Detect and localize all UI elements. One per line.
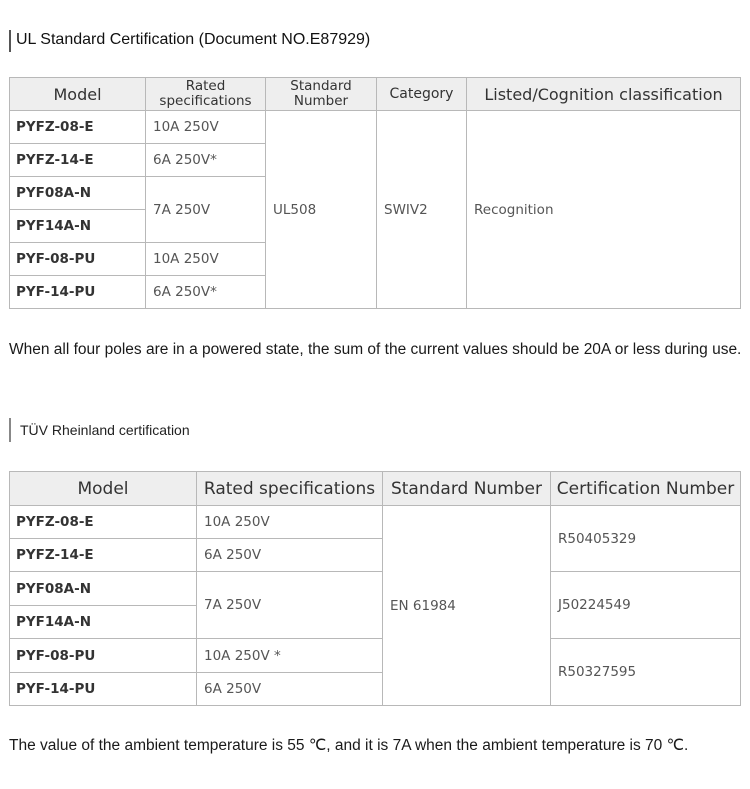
tuv-header-cert: Certification Number (551, 472, 741, 506)
tuv-cert-cell: R50327595 (551, 639, 741, 706)
ul-title-accent-bar (9, 30, 11, 52)
ul-certification-table (9, 77, 741, 309)
ul-section-title: UL Standard Certification (Document NO.E87929) (16, 31, 371, 48)
tuv-header-model: Model (10, 472, 197, 506)
tuv-rated-cell: 10A 250V (197, 506, 383, 539)
tuv-rated-cell: 10A 250V * (197, 639, 383, 673)
ul-model-cell: PYF14A-N (10, 210, 146, 243)
tuv-model-cell: PYF14A-N (10, 606, 197, 639)
ul-rated-cell: 6A 250V* (146, 276, 266, 309)
tuv-rated-cell: 6A 250V (197, 539, 383, 572)
ul-classification-cell: Recognition (467, 111, 741, 309)
ul-category-cell: SWIV2 (377, 111, 467, 309)
ul-header-standard (266, 78, 377, 111)
tuv-cert-cell: R50405329 (551, 506, 741, 572)
tuv-header-standard: Standard Number (383, 472, 551, 506)
ul-header-classification: Listed/Cognition classification (467, 78, 741, 111)
ul-header-category: Category (377, 78, 467, 111)
ul-header-standard-line2: Number (293, 93, 349, 109)
tuv-header-rated: Rated specifications (197, 472, 383, 506)
ul-rated-cell: 6A 250V* (146, 144, 266, 177)
tuv-certification-table (9, 471, 741, 706)
ul-rated-cell: 10A 250V (146, 243, 266, 276)
ul-header-rated-line1: Rated (185, 78, 226, 94)
tuv-model-cell: PYFZ-14-E (10, 539, 197, 572)
tuv-section-title: TÜV Rheinland certification (20, 422, 190, 438)
ul-rated-cell: 10A 250V (146, 111, 266, 144)
ul-model-cell: PYF-08-PU (10, 243, 146, 276)
ul-model-cell: PYF-14-PU (10, 276, 146, 309)
tuv-standard-cell: EN 61984 (383, 506, 551, 706)
tuv-cert-cell: J50224549 (551, 572, 741, 639)
ul-header-rated-line2: specifications (159, 93, 252, 109)
ul-header-rated (146, 78, 266, 111)
tuv-model-cell: PYF-08-PU (10, 639, 197, 673)
ul-model-cell: PYF08A-N (10, 177, 146, 210)
tuv-rated-cell: 6A 250V (197, 673, 383, 706)
tuv-model-cell: PYF08A-N (10, 572, 197, 606)
ul-header-standard-line1: Standard (290, 78, 352, 94)
ul-note: When all four poles are in a powered state, the sum of the current values should be 20A or less during use. (9, 341, 742, 358)
tuv-rated-cell: 7A 250V (197, 572, 383, 639)
tuv-note: The value of the ambient temperature is 55 ℃, and it is 7A when the ambient temperature is 70 ℃. (9, 737, 689, 754)
ul-header-model: Model (10, 78, 146, 111)
ul-standard-cell: UL508 (266, 111, 377, 309)
ul-model-cell: PYFZ-08-E (10, 111, 146, 144)
ul-rated-cell: 7A 250V (146, 177, 266, 243)
tuv-title-accent-bar (9, 418, 11, 442)
tuv-model-cell: PYF-14-PU (10, 673, 197, 706)
ul-model-cell: PYFZ-14-E (10, 144, 146, 177)
tuv-model-cell: PYFZ-08-E (10, 506, 197, 539)
